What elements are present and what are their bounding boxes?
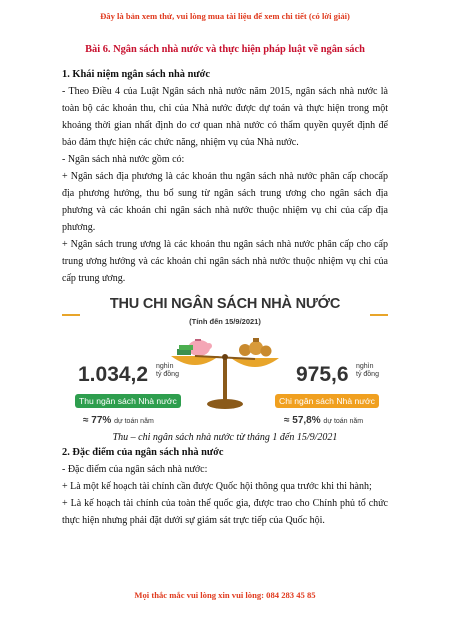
revenue-unit: nghìn tỷ đồng [156, 363, 179, 378]
title-rule-right [370, 314, 388, 316]
section2-para1: - Đặc điểm của ngân sách nhà nước: [62, 464, 208, 475]
section1-para1: - Theo Điều 4 của Luật Ngân sách nhà nước năm 2015, ngân sách nhà nước là toàn bộ các khoản thu, chi của Nhà nước được dự toán và thực hiện trong một khoảng thời gian nhất định do cơ quan nhà nước có thẩm quyền quyết định để bảo đảm thực hiện các chức năng, nhiệm vụ của Nhà nước. [62, 86, 388, 148]
infographic-title: THU CHI NGÂN SÁCH NHÀ NƯỚC [109, 296, 341, 312]
document-content [62, 43, 388, 529]
section1-para3: + Ngân sách địa phương là các khoản thu ngân sách nhà nước phân cấp chocấp địa phương hưởng, thu bổ sung từ ngân sách trung ương cho ngân sách địa phương và các khoản chi ngân sách nhà nước thuộc nhiệm vụ chi của cấp địa phương. [62, 171, 388, 233]
balance-scale-icon [169, 334, 281, 416]
top-notice: Đây là bản xem thử, vui lòng mua tài liệu để xem chi tiết (có lời giải) [100, 11, 350, 21]
revenue-value: 1.034,2 [78, 363, 149, 386]
section2-heading: 2. Đặc điểm của ngân sách nhà nước [62, 447, 224, 458]
expenditure-value: 975,6 [296, 363, 349, 386]
expenditure-label: Chi ngân sách Nhà nước [275, 394, 379, 408]
bottom-notice: Mọi thắc mắc vui lòng xin vui lòng: 084 283 45 85 [134, 590, 316, 600]
infographic-caption: Thu – chi ngân sách nhà nước từ tháng 1 đến 15/9/2021 [112, 432, 338, 443]
expenditure-percent: ≈ 57,8% dự toán năm [284, 415, 364, 426]
budget-infographic [62, 296, 388, 430]
section1-heading: 1. Khái niệm ngân sách nhà nước [62, 69, 210, 80]
lesson-title: Bài 6. Ngân sách nhà nước và thực hiện pháp luật về ngân sách [85, 44, 365, 55]
section2-para3: + Là kế hoạch tài chính của toàn thể quốc gia, được trao cho Chính phủ tổ chức thực hiện nhưng phải đặt dưới sự giám sát trực tiếp của Quốc hội. [62, 498, 388, 526]
expenditure-unit: nghìn tỷ đồng [356, 363, 379, 378]
revenue-label: Thu ngân sách Nhà nước [75, 394, 181, 408]
section1-para2: - Ngân sách nhà nước gồm có: [62, 154, 185, 165]
title-rule-left [62, 314, 80, 316]
section2-para2: + Là một kế hoạch tài chính cần được Quốc hội thông qua trước khi thi hành; [62, 481, 372, 492]
infographic-subtitle: (Tính đến 15/9/2021) [189, 317, 261, 326]
section1-para4: + Ngân sách trung ương là các khoản thu ngân sách nhà nước phân cấp cho cấp trung ương hưởng và các khoản chi ngân sách nhà nước thuộc nhiệm vụ chi của cấp trung ương. [62, 239, 388, 284]
revenue-percent: ≈ 77% dự toán năm [83, 415, 154, 426]
